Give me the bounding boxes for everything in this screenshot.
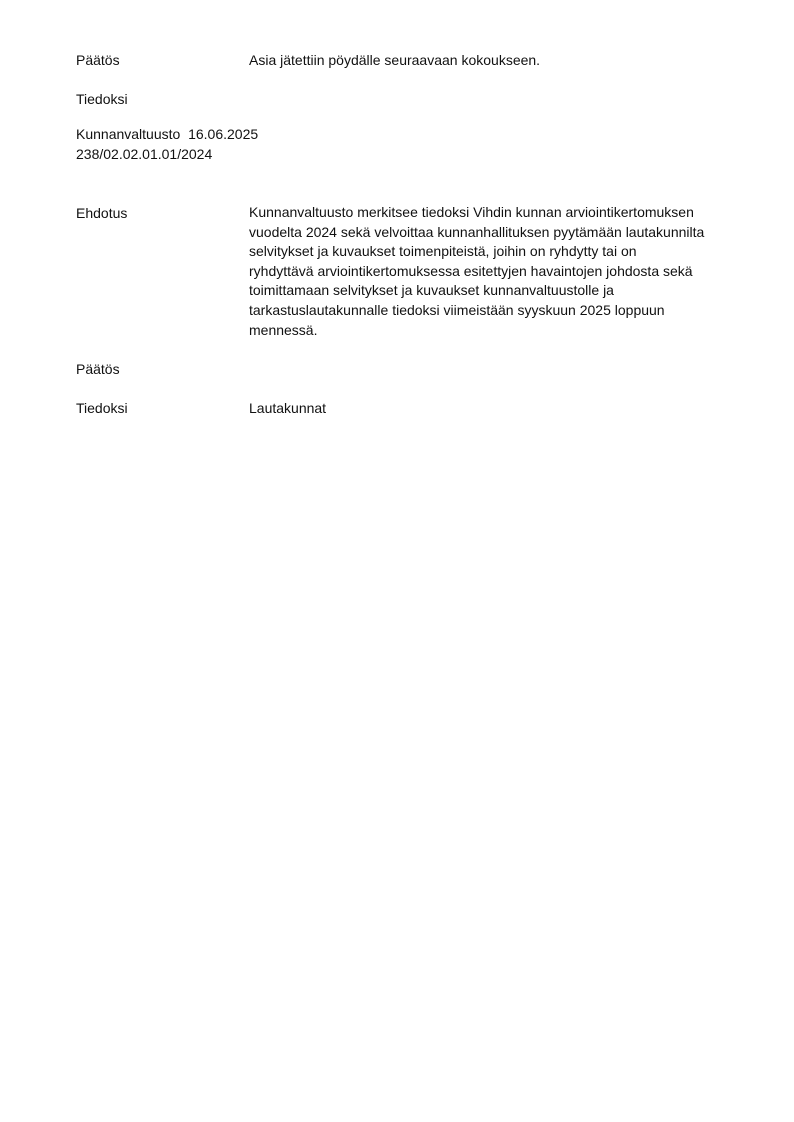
decision-row-1: [76, 50, 736, 70]
proposal-label: Ehdotus: [76, 205, 128, 221]
proposal-line: selvitykset ja kuvaukset toimenpiteistä, joihin on ryhdytty tai on: [249, 243, 637, 260]
meeting-header: [76, 124, 736, 164]
decision-text: Asia jätettiin pöydälle seuraavaan kokoukseen.: [249, 52, 541, 68]
decision-label-2: Päätös: [76, 361, 120, 377]
meeting-body-date: Kunnanvaltuusto 16.06.2025: [76, 126, 259, 142]
proposal-line: vuodelta 2024 sekä velvoittaa kunnanhallituksen pyytämään lautakunnilta: [249, 223, 705, 240]
info-label-2: Tiedoksi: [76, 400, 128, 416]
info-text: Lautakunnat: [249, 400, 327, 416]
proposal-line: tarkastuslautakunnalle tiedoksi viimeistään syyskuun 2025 loppuun: [249, 301, 665, 318]
info-row-2: [76, 398, 736, 418]
proposal-text: [249, 203, 736, 340]
info-row-1: [76, 89, 736, 109]
proposal-line: Kunnanvaltuusto merkitsee tiedoksi Vihdin kunnan arviointikertomuksen: [249, 204, 694, 220]
info-label: Tiedoksi: [76, 91, 128, 107]
proposal-line: ryhdyttävä arviointikertomuksessa esitettyjen havaintojen johdosta sekä: [249, 262, 693, 279]
decision-row-2: [76, 359, 736, 379]
proposal-line: mennessä.: [249, 321, 318, 338]
proposal-row: [76, 203, 736, 343]
meeting-reference: 238/02.02.01.01/2024: [76, 146, 213, 162]
decision-label: Päätös: [76, 52, 120, 68]
proposal-line: toimittamaan selvitykset ja kuvaukset kunnanvaltuustolle ja: [249, 282, 614, 299]
